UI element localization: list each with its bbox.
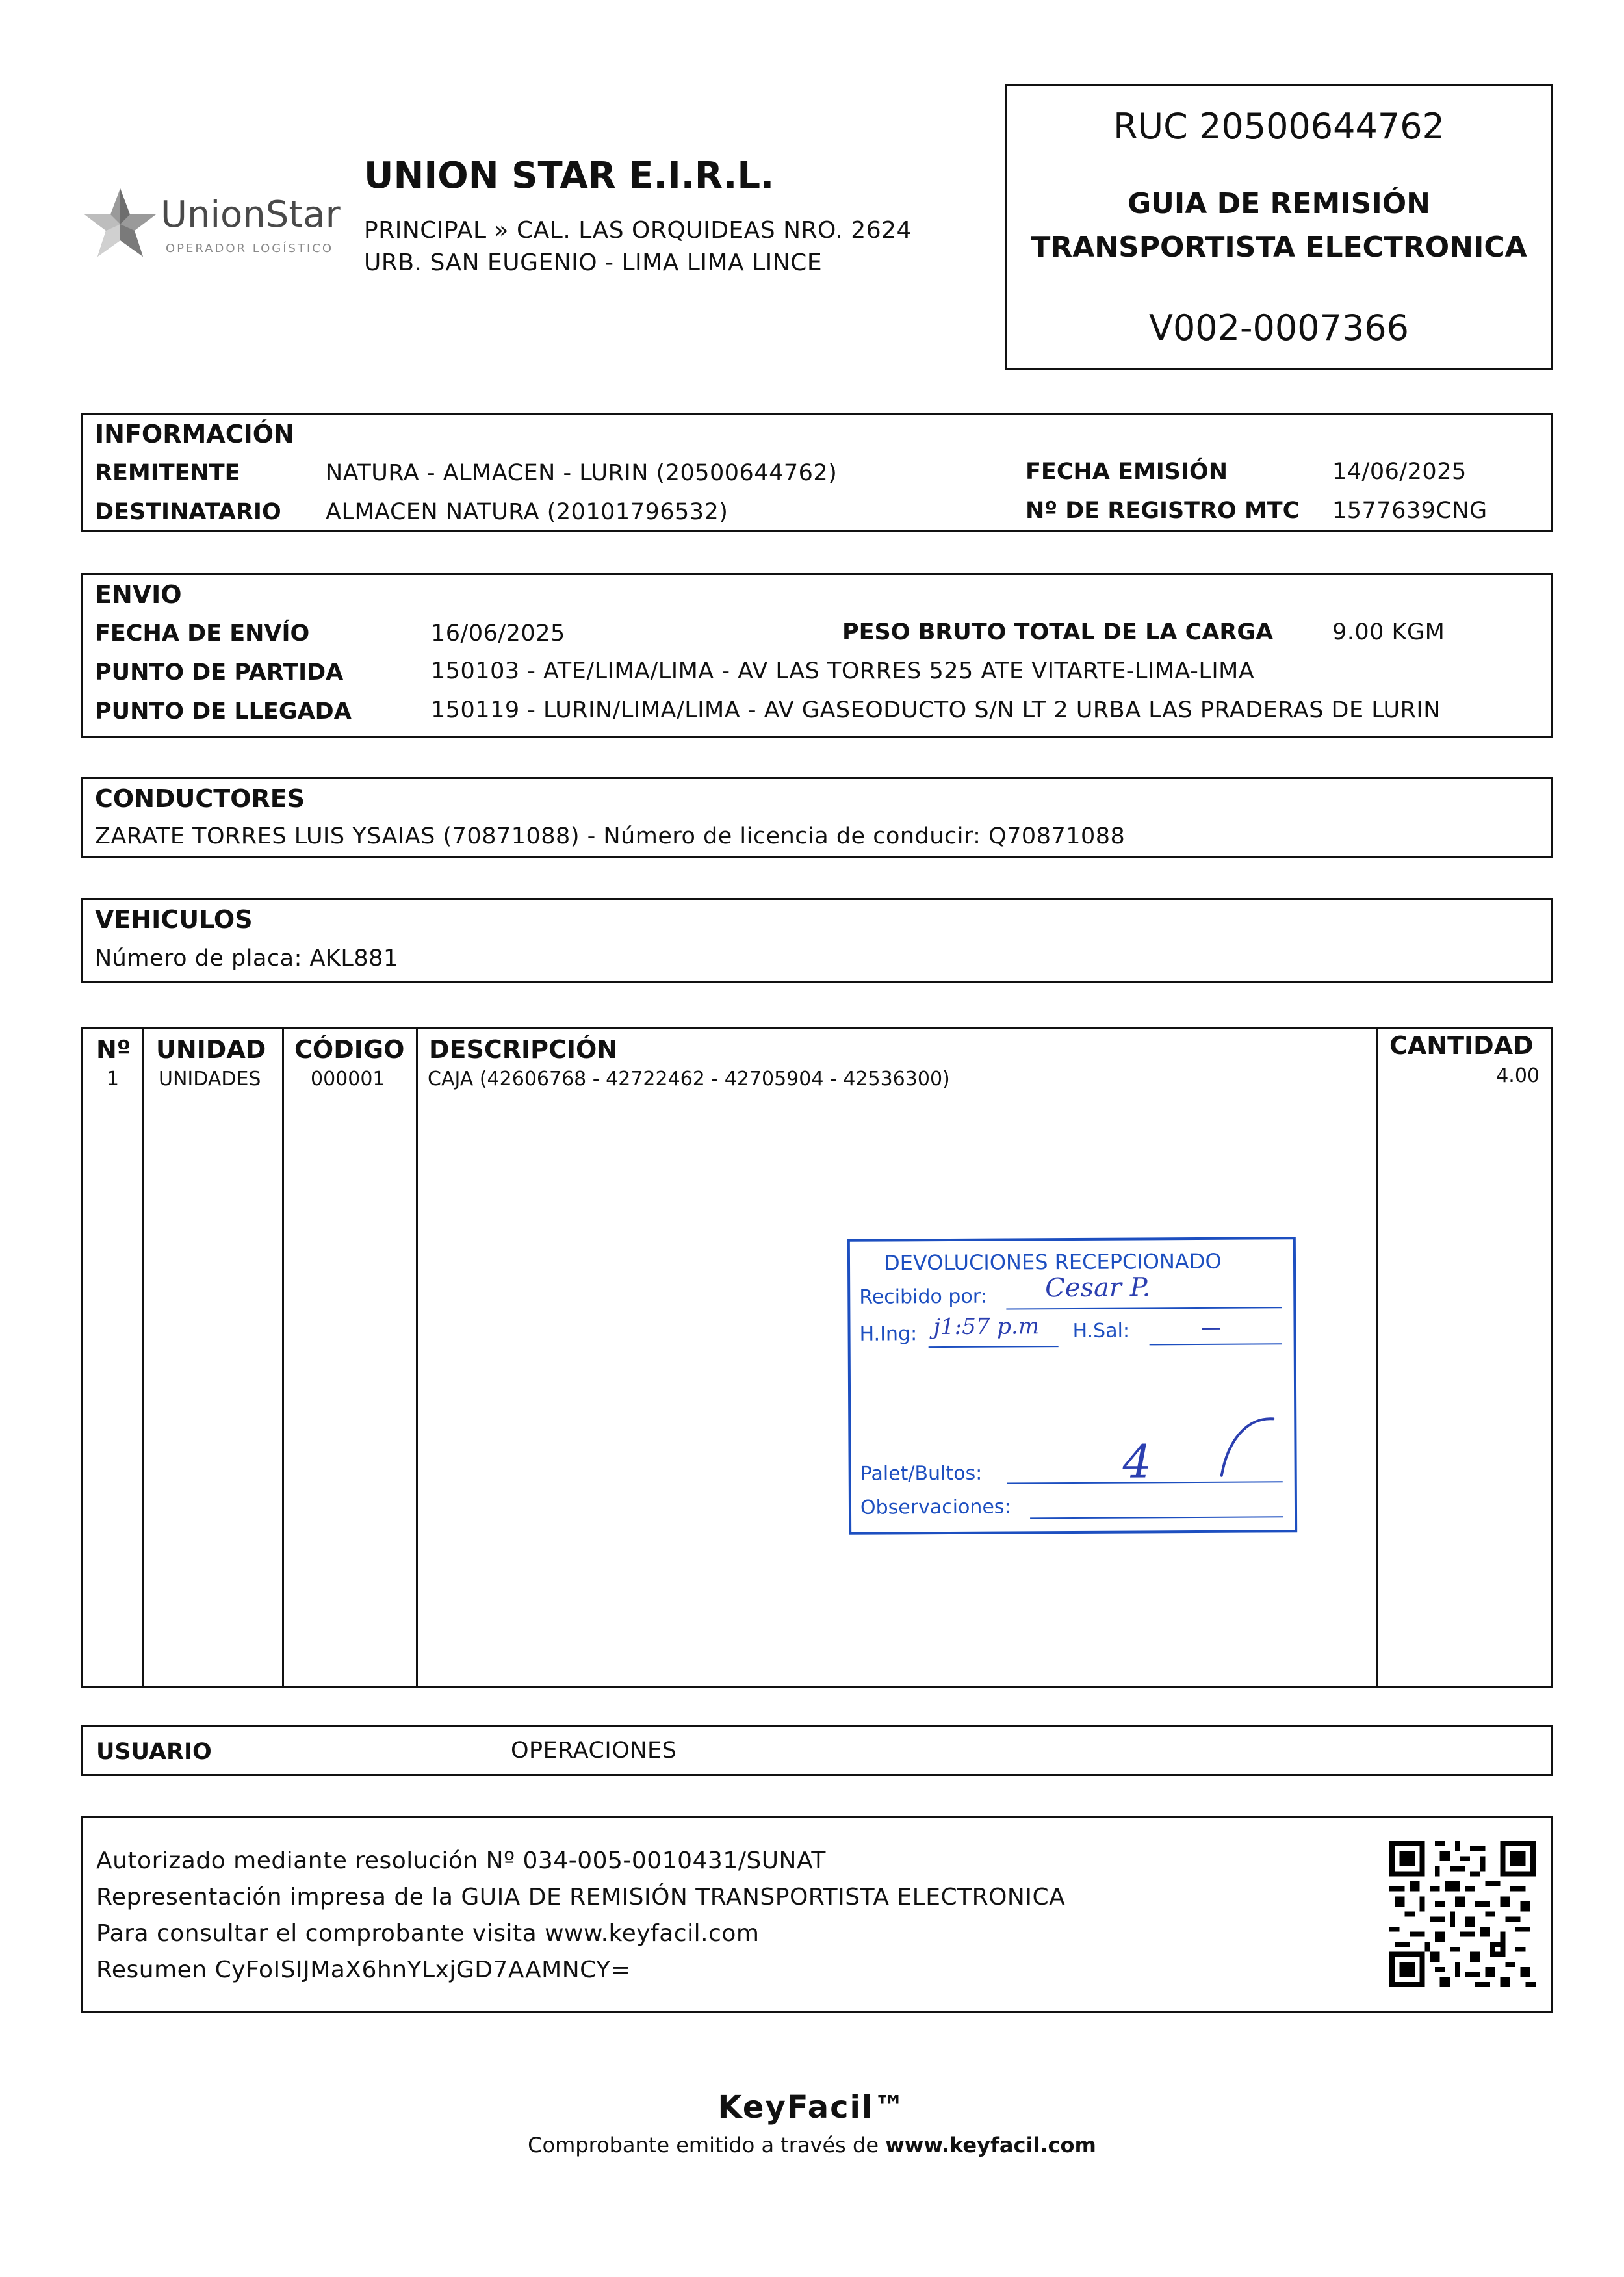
row-cantidad: 4.00	[1496, 1064, 1540, 1087]
consulta-text: Para consultar el comprobante visita www.keyfacil.com	[96, 1920, 760, 1947]
row-no: 1	[107, 1068, 120, 1090]
tagline-prefix: Comprobante emitido a través de	[528, 2133, 886, 2157]
resumen-hash: Resumen CyFoISIJMaX6hnYLxjGD7AAMNCY=	[96, 1957, 631, 1983]
row-descripcion: CAJA (42606768 - 42722462 - 42705904 - 42536300)	[428, 1068, 950, 1090]
stamp-line	[929, 1346, 1059, 1348]
punto-llegada-label: PUNTO DE LLEGADA	[95, 699, 352, 725]
company-address-line2: URB. SAN EUGENIO - LIMA LIMA LINCE	[364, 250, 823, 276]
vehiculos-title: VEHICULOS	[95, 905, 253, 934]
envio-title: ENVIO	[95, 580, 182, 609]
usuario-label: USUARIO	[96, 1739, 212, 1765]
company-address-line1: PRINCIPAL » CAL. LAS ORQUIDEAS NRO. 2624	[364, 217, 912, 244]
conductor-value: ZARATE TORRES LUIS YSAIAS (70871088) - Número de licencia de conducir: Q70871088	[95, 823, 1126, 849]
fecha-emision-label: FECHA EMISIÓN	[1025, 459, 1228, 485]
punto-llegada-value: 150119 - LURIN/LIMA/LIMA - AV GASEODUCTO S/N LT 2 URBA LAS PRADERAS DE LURIN	[431, 697, 1441, 723]
stamp-recibido-label: Recibido por:	[859, 1285, 987, 1309]
ruc-number: RUC 20500644762	[1113, 106, 1445, 147]
header-codigo: CÓDIGO	[294, 1035, 405, 1064]
stamp-hsal-handwriting: —	[1201, 1316, 1221, 1339]
punto-partida-value: 150103 - ATE/LIMA/LIMA - AV LAS TORRES 525 ATE VITARTE-LIMA-LIMA	[431, 658, 1255, 684]
conductores-title: CONDUCTORES	[95, 784, 305, 813]
conductores-section	[81, 777, 1553, 858]
placa-value: Número de placa: AKL881	[95, 946, 398, 971]
keyfacil-brand: KeyFacil™	[717, 2089, 907, 2126]
stamp-palet-handwriting: 4	[1122, 1435, 1152, 1489]
company-logo	[81, 182, 354, 279]
header-no: Nº	[96, 1035, 131, 1064]
fecha-envio-label: FECHA DE ENVÍO	[95, 621, 310, 647]
reception-stamp	[847, 1237, 1297, 1535]
informacion-section	[81, 413, 1553, 532]
peso-bruto-label: PESO BRUTO TOTAL DE LA CARGA	[842, 619, 1274, 645]
col-divider	[416, 1029, 418, 1686]
fecha-emision-value: 14/06/2025	[1332, 459, 1467, 485]
registro-mtc-value: 1577639CNG	[1332, 498, 1488, 524]
vehiculos-section	[81, 898, 1553, 983]
doc-number: V002-0007366	[1149, 307, 1409, 348]
keyfacil-link[interactable]: www.keyfacil.com	[885, 2133, 1096, 2157]
stamp-hing-label: H.Ing:	[859, 1322, 918, 1346]
informacion-title: INFORMACIÓN	[95, 420, 294, 448]
star-logo-icon	[81, 185, 159, 276]
col-divider	[1376, 1029, 1378, 1686]
company-name: UNION STAR E.I.R.L.	[364, 155, 775, 197]
logo-wordmark: UnionStar	[161, 194, 341, 236]
stamp-hing-handwriting: j1:57 p.m	[933, 1313, 1040, 1341]
legal-footer-box	[81, 1816, 1553, 2013]
logo-tagline: OPERADOR LOGÍSTICO	[166, 242, 334, 255]
header-unidad: UNIDAD	[156, 1035, 266, 1064]
keyfacil-tagline	[0, 2133, 1624, 2157]
stamp-recibido-handwriting: Cesar P.	[1045, 1272, 1151, 1304]
qr-code-icon	[1389, 1841, 1536, 1987]
usuario-section	[81, 1725, 1553, 1776]
handwritten-stroke-icon	[1202, 1413, 1280, 1486]
envio-section	[81, 573, 1553, 738]
stamp-hsal-label: H.Sal:	[1072, 1319, 1130, 1343]
stamp-title: DEVOLUCIONES RECEPCIONADO	[883, 1248, 1222, 1276]
stamp-line	[1006, 1307, 1282, 1309]
row-unidad: UNIDADES	[159, 1068, 261, 1090]
stamp-line	[1030, 1516, 1283, 1519]
doc-type-line2: TRANSPORTISTA ELECTRONICA	[1031, 231, 1527, 264]
header-cantidad: CANTIDAD	[1389, 1031, 1534, 1060]
destinatario-value: ALMACEN NATURA (20101796532)	[326, 499, 728, 525]
col-divider	[142, 1029, 144, 1686]
stamp-observaciones-label: Observaciones:	[860, 1495, 1011, 1519]
remitente-label: REMITENTE	[95, 460, 240, 486]
destinatario-label: DESTINATARIO	[95, 499, 281, 525]
row-codigo: 000001	[311, 1068, 385, 1090]
ruc-box	[1005, 84, 1553, 370]
representacion-text: Representación impresa de la GUIA DE REMISIÓN TRANSPORTISTA ELECTRONICA	[96, 1884, 1066, 1910]
header-descripcion: DESCRIPCIÓN	[429, 1035, 618, 1064]
doc-type-line1: GUIA DE REMISIÓN	[1128, 187, 1430, 220]
stamp-palet-label: Palet/Bultos:	[860, 1461, 983, 1486]
remitente-value: NATURA - ALMACEN - LURIN (20500644762)	[326, 460, 838, 486]
punto-partida-label: PUNTO DE PARTIDA	[95, 660, 344, 686]
col-divider	[282, 1029, 284, 1686]
usuario-value: OPERACIONES	[511, 1738, 677, 1764]
registro-mtc-label: Nº DE REGISTRO MTC	[1025, 498, 1300, 524]
stamp-line	[1150, 1343, 1282, 1345]
resolucion-text: Autorizado mediante resolución Nº 034-005-0010431/SUNAT	[96, 1847, 826, 1874]
peso-bruto-value: 9.00 KGM	[1332, 619, 1445, 645]
items-table	[81, 1027, 1553, 1688]
fecha-envio-value: 16/06/2025	[431, 621, 565, 647]
